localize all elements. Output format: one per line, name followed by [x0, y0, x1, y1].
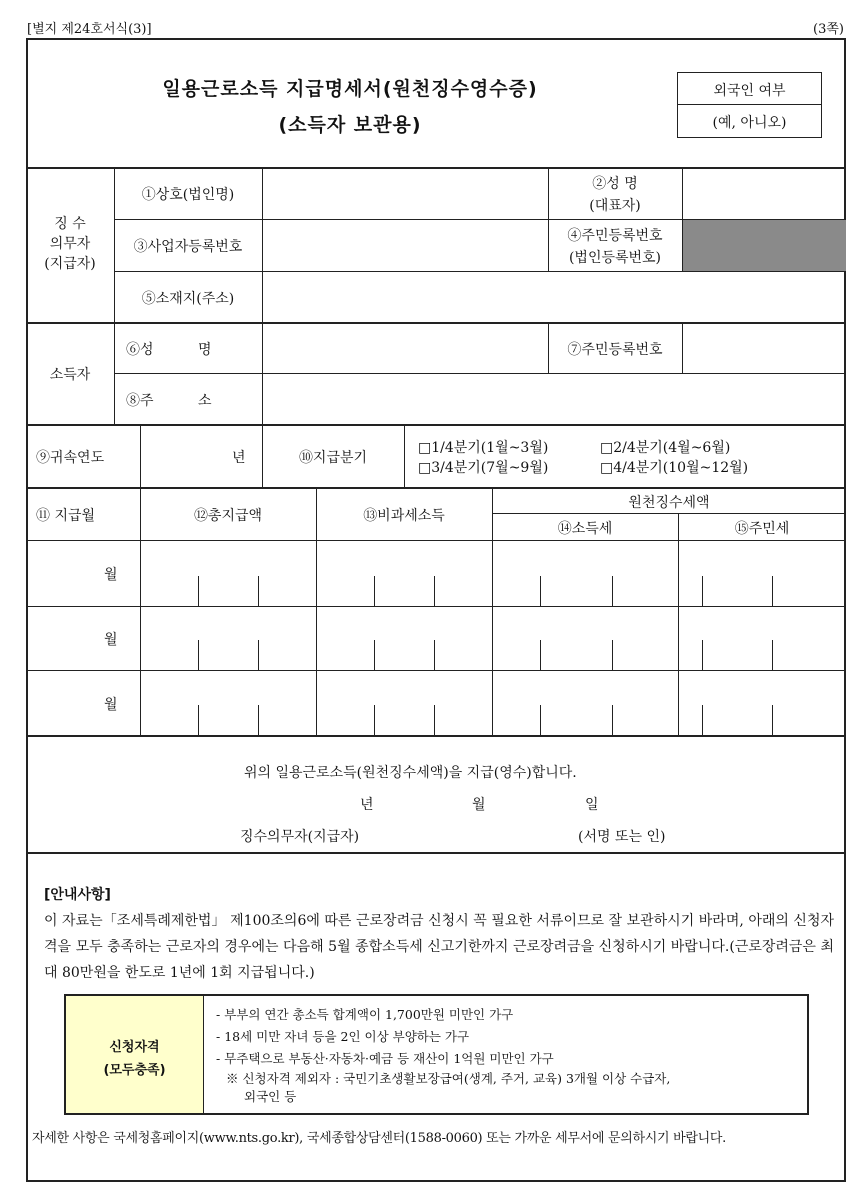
quarter-1-checkbox[interactable]: □1/4분기(1월~3월) [418, 440, 549, 456]
resident-tax-header: ⑮주민세 [734, 521, 790, 537]
payment-quarter-label: ⑩지급분기 [298, 450, 368, 466]
business-reg-no-label: ③사업자등록번호 [133, 239, 243, 255]
page-number: (3쪽) [813, 22, 844, 37]
form-title: 일용근로소득 지급명세서(원천징수영수증) [162, 78, 538, 100]
month-label: 월 [104, 567, 118, 583]
quarter-2-checkbox[interactable]: □2/4분기(4월~6월) [600, 440, 731, 456]
tax-year-label: ⑨귀속연도 [36, 450, 105, 466]
eligibility-exclusion-cont: 외국인 등 [244, 1089, 297, 1104]
eligibility-exclusion: ※ 신청자격 제외자 : 국민기초생활보장급여(생계, 주거, 교육) 3개월 이상 수급자, [226, 1071, 671, 1086]
total-pay-header: ⑫총지급액 [193, 508, 263, 524]
form-number: [별지 제24호서식(3)] [27, 22, 152, 37]
eligibility-item: - 무주택으로 부동산·자동차·예금 등 재산이 1억원 미만인 가구 [216, 1051, 554, 1066]
address-label: ⑤소재지(주소) [141, 291, 235, 307]
eligibility-box [64, 994, 809, 1115]
withholder-section-label: 징 수 의무자 (지급자) [44, 216, 96, 272]
business-name-label: ①상호(법인명) [141, 187, 235, 203]
foreigner-label: 외국인 여부 [713, 83, 786, 99]
resident-reg-no-label: ④주민등록번호 (법인등록번호) [567, 228, 663, 266]
month-label: 월 [104, 632, 118, 648]
quarter-3-checkbox[interactable]: □3/4분기(7월~9월) [418, 460, 549, 476]
earner-id-label: ⑦주민등록번호 [567, 342, 663, 358]
eligibility-list [216, 1004, 670, 1106]
redacted-id-cell [683, 220, 846, 271]
eligibility-label: 신청자격 (모두충족) [66, 996, 204, 1113]
earner-name-label: ⑥성 명 [126, 342, 212, 358]
declaration-month: 월 [472, 797, 486, 813]
foreigner-options[interactable]: (예, 아니오) [712, 115, 787, 131]
signature-label: (서명 또는 인) [578, 829, 666, 845]
month-label: 월 [104, 697, 118, 713]
digit-ticks-row-2 [0, 640, 868, 670]
tax-year-unit: 년 [232, 450, 246, 466]
withholding-tax-header: 원천징수세액 [628, 495, 710, 511]
quarter-4-checkbox[interactable]: □4/4분기(10월~12월) [600, 460, 749, 476]
notice-section [44, 882, 834, 986]
nontaxable-header: ⑬비과세소득 [363, 508, 445, 524]
pay-month-header: ⑪ 지급월 [36, 508, 96, 524]
form-subtitle: (소득자 보관용) [278, 114, 422, 136]
declaration-year: 년 [360, 797, 374, 813]
digit-ticks-row-1 [0, 576, 868, 606]
digit-ticks-row-3 [0, 705, 868, 735]
contact-footer: 자세한 사항은 국세청홈페이지(www.nts.go.kr), 국세종합상담센터(1588-0060) 또는 가까운 세무서에 문의하시기 바랍니다. [32, 1131, 726, 1146]
eligibility-item: - 18세 미만 자녀 등을 2인 이상 부양하는 가구 [216, 1029, 470, 1044]
eligibility-item: - 부부의 연간 총소득 합계액이 1,700만원 미만인 가구 [216, 1007, 514, 1022]
income-tax-header: ⑭소득세 [557, 521, 613, 537]
notice-body: 이 자료는「조세특례제한법」 제100조의6에 따른 근로장려금 신청시 꼭 필요한 서류이므로 잘 보관하시기 바라며, 아래의 신청자격을 모두 충족하는 근로자의 경우에는 다음해 5월 종합소득세 신고기한까지 근로장려금을 신청하시기 바랍니다.(근로장려금은 최대 80만원을 한도로 1년에 1회 지급됩니다.) [44, 913, 834, 981]
declaration-day: 일 [585, 797, 599, 813]
declaration-text: 위의 일용근로소득(원천징수세액)을 지급(영수)합니다. [244, 765, 577, 781]
representative-label: ②성 명 (대표자) [589, 176, 641, 214]
earner-address-label: ⑧주 소 [126, 393, 212, 409]
earner-section-label: 소득자 [49, 367, 91, 383]
payer-label: 징수의무자(지급자) [240, 829, 360, 845]
notice-heading: [안내사항] [44, 887, 111, 903]
